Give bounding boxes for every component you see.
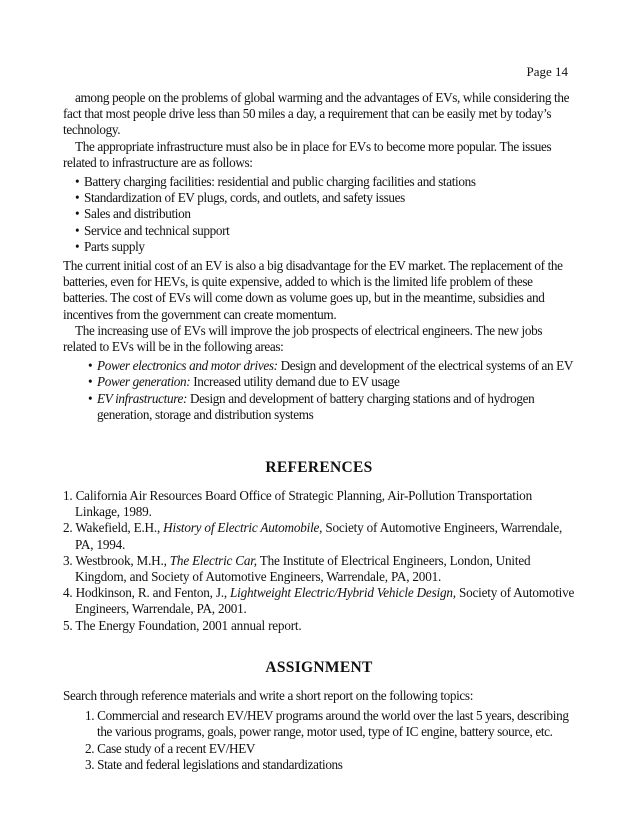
page-number: Page 14 <box>526 64 568 79</box>
bullet-icon: • <box>75 222 80 238</box>
assignment-topic: 1. Commercial and research EV/HEV programs around the world over the last 5 years, describing the various programs, goals, power range, motor used, type of IC engine, battery source, etc. <box>85 708 569 740</box>
list-item: • Sales and distribution <box>75 206 191 222</box>
paragraph-cost: The current initial cost of an EV is also a big disadvantage for the EV market. The replacement of the batteries, even for HEVs, is quite expensive, added to which is the limited life problem of these batteries. The cost of EVs will come down as volume goes up, but in the meantime, subsidies and incentives from the government can create momentum. <box>63 258 563 322</box>
list-item: • Standardization of EV plugs, cords, and outlets, and safety issues <box>75 190 405 206</box>
assignment-topics-list <box>63 708 575 773</box>
list-item: • Power electronics and motor drives: Design and development of the electrical systems of an EV <box>88 358 574 374</box>
reference-item: 1. California Air Resources Board Office of Strategic Planning, Air-Pollution Transportation Linkage, 1989. <box>63 488 532 520</box>
paragraph-jobs: The increasing use of EVs will improve the job prospects of electrical engineers. The new jobs related to EVs will be in the following areas: <box>63 322 543 355</box>
list-item: • Battery charging facilities: residential and public charging facilities and stations <box>75 174 476 190</box>
list-item: • Power generation: Increased utility demand due to EV usage <box>88 374 400 390</box>
list-item: • Parts supply <box>75 238 145 254</box>
reference-item: 2. Wakefield, E.H., History of Electric Automobile, Society of Automotive Engineers, Warrendale, PA, 1994. <box>63 520 563 552</box>
bullet-icon: • <box>75 206 80 222</box>
assignment-intro: Search through reference materials and write a short report on the following topics: <box>63 687 474 703</box>
bullet-icon: • <box>75 190 80 206</box>
bullet-icon: • <box>88 390 93 406</box>
list-item: • EV infrastructure: Design and development of battery charging stations and of hydrogen generation, storage and distribution systems <box>88 390 535 422</box>
bullet-icon: • <box>88 374 93 390</box>
infrastructure-list <box>63 174 575 255</box>
job-areas-list <box>63 358 575 423</box>
page-body <box>63 90 575 773</box>
reference-item: 4. Hodkinson, R. and Fenton, J., Lightweight Electric/Hybrid Vehicle Design, Society of Automotive Engineers, Warrendale, PA, 2001. <box>63 585 575 617</box>
references-heading: REFERENCES <box>265 459 373 477</box>
paragraph-infrastructure: The appropriate infrastructure must also be in place for EVs to become more popular. The issues related to infrastructure are as follows: <box>63 138 552 170</box>
assignment-heading: ASSIGNMENT <box>265 658 373 676</box>
assignment-topic: 2. Case study of a recent EV/HEV <box>85 740 256 756</box>
references-list <box>63 488 575 634</box>
reference-item: 3. Westbrook, M.H., The Electric Car, The Institute of Electrical Engineers, London, United Kingdom, and Society of Automotive Engineers, Warrendale, PA, 2001. <box>63 552 531 585</box>
bullet-icon: • <box>88 358 93 374</box>
paragraph-ev-awareness: among people on the problems of global warming and the advantages of EVs, while considering the fact that most people drive less than 50 miles a day, a requirement that can be easily met by today’s technology. <box>63 90 570 138</box>
bullet-icon: • <box>75 174 80 190</box>
reference-item: 5. The Energy Foundation, 2001 annual report. <box>63 617 302 633</box>
list-item: • Service and technical support <box>75 222 230 238</box>
assignment-topic: 3. State and federal legislations and standardizations <box>85 756 343 772</box>
bullet-icon: • <box>75 238 80 254</box>
